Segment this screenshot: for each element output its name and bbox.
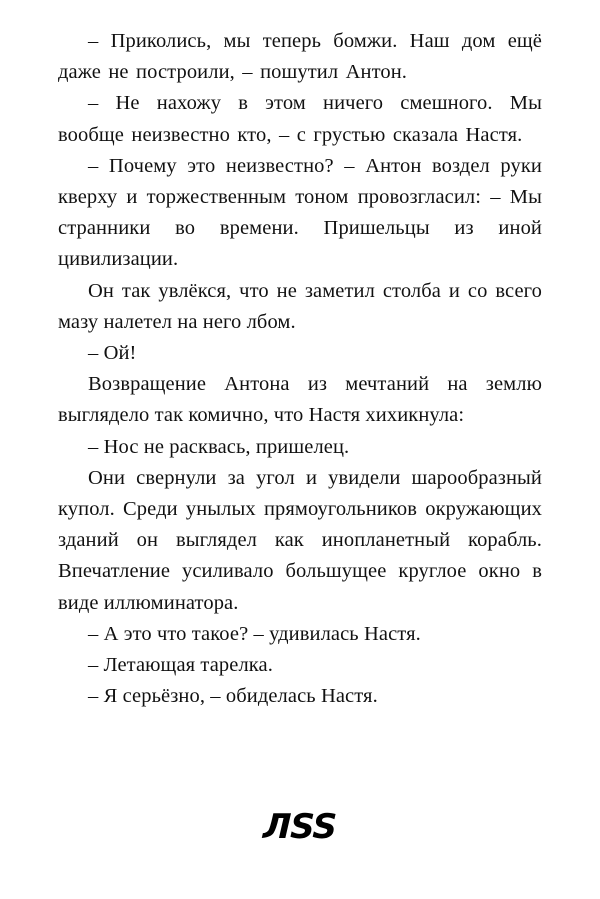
- publisher-logo-text: ЛSS: [262, 807, 338, 847]
- paragraph: – Не нахожу в этом ничего смешного. Мы вообще неизвестно кто, – с грустью сказала Настя.: [58, 92, 542, 146]
- paragraph: – Ой!: [88, 342, 137, 365]
- paragraph: – Приколись, мы теперь бомжи. Наш дом ещё даже не построили, – пошутил Антон.: [58, 30, 542, 84]
- paragraph: – Я серьёзно, – обиделась Настя.: [88, 685, 378, 708]
- paragraph: – А это что такое? – удивилась Настя.: [88, 622, 421, 645]
- paragraph: Он так увлёкся, что не заметил столба и со всего мазу налетел на него лбом.: [58, 279, 542, 333]
- paragraph: – Летающая тарелка.: [88, 654, 273, 677]
- page-body: [58, 26, 542, 712]
- paragraph: Возвращение Антона из мечтаний на землю выглядело так комично, что Настя хихикнула:: [58, 373, 542, 427]
- publisher-logo: [0, 807, 600, 847]
- paragraph: – Почему это неизвестно? – Антон воздел руки кверху и торжественным тоном провозгласил: – Мы странники во времени. Пришельцы из иной цивилизации.: [58, 154, 542, 271]
- paragraph: – Нос не расквась, пришелец.: [88, 435, 350, 458]
- paragraph: Они свернули за угол и увидели шарообразный купол. Среди унылых прямоугольников окружающих зданий он выглядел как инопланетный корабль. Впечатление усиливало большущее круглое окно в виде иллюминатора.: [58, 466, 542, 614]
